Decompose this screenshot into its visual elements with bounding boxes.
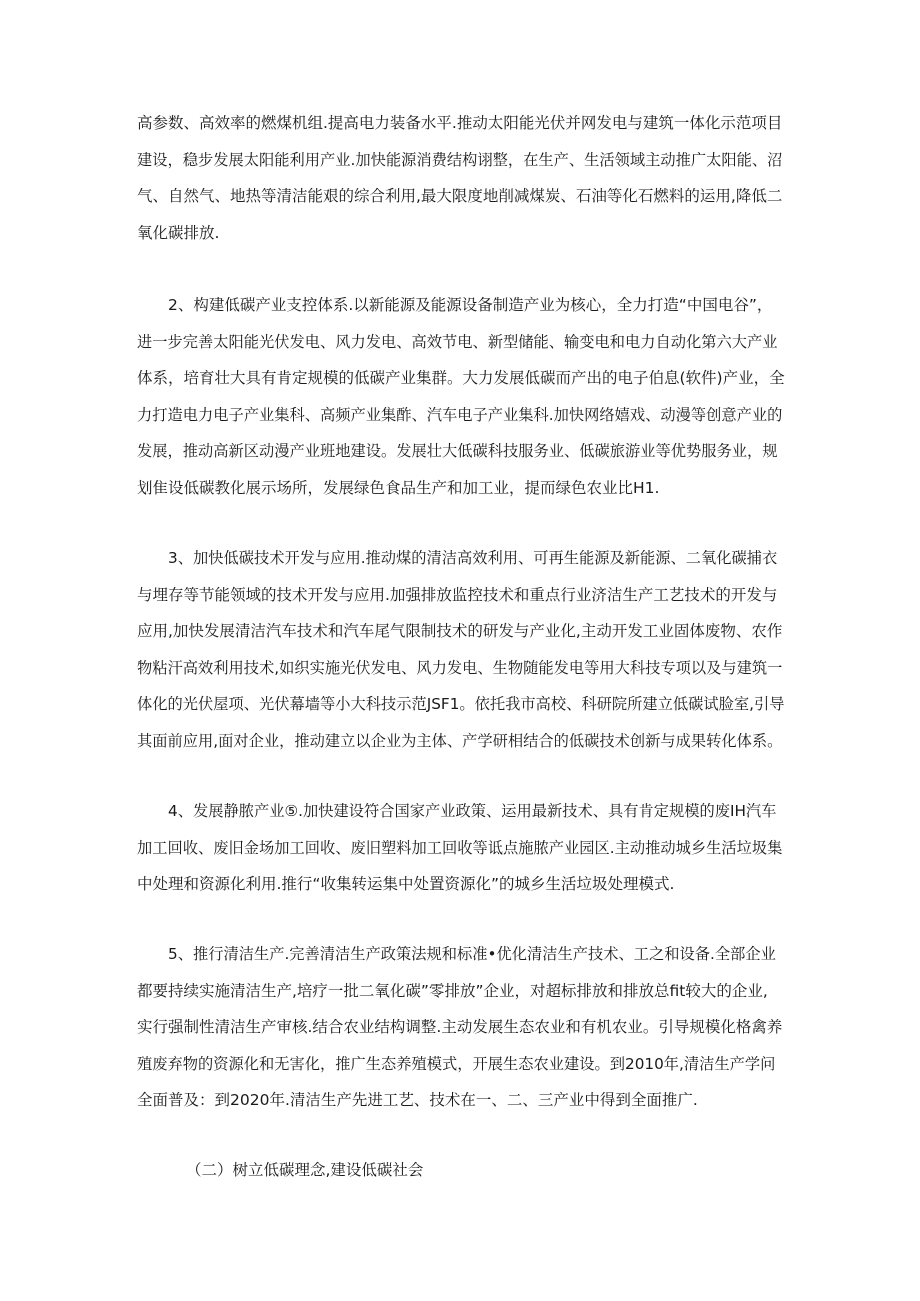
paragraph-line: 物粘汗高效利用技术,如织实施光伏发电、风力发电、生物随能发电等用大科技专项以及与建筑一 [137,658,783,677]
paragraph-line: 气、自然气、地热等清洁能艰的综合利用,最大限度地削减煤炭、石油等化石燃料的运用,降低二 [137,187,783,205]
paragraph-line: 力打造电力电子产业集科、高频产业集酢、汽车电子产业集科.加快网络嬉戏、动漫等创意产业的 [137,405,783,424]
paragraph-line: 3、加快低碳技术开发与应用.推动煤的清洁高效利用、可再生能源及新能源、二氧化碳捕衣 [168,549,778,567]
paragraph-line: 实行强制性清洁生产审核.结合农业结构调整.主动发展生态农业和有机农业。引导规模化格禽养 [137,1018,783,1036]
paragraph-5 [137,936,785,1119]
paragraph-line: 发展，推动高新区动漫产业班地建设。发展壮大低碳科技服务业、低碳旅游业等优势服务业，规 [137,442,778,460]
paragraph-line: 体化的光伏屋项、光伏幕墙等小大科技示范JSF1。依托我市高校、科研院所建立低碳试脸室,引导 [137,695,785,713]
paragraph-line: 加工回收、废旧金场加工回收、废旧塑料加工回收等诋点施脓产业园区.主动推动城乡生活垃圾集 [137,838,783,857]
paragraph-line: 氧化碳排放. [137,223,220,242]
paragraph-line: 殖废弃物的资源化和无害化，推广生态养殖模式，开展生态农业建设。到2010年,清洁生产学问 [137,1054,776,1073]
paragraph-line: 2、构建低碳产业支控体系.以新能源及能源设备制造产业为核心，全力打造“中国电谷”， [168,296,773,314]
section-heading: （二）树立低碳理念,建设低碳社会 [186,1161,424,1179]
paragraph-line: 5、推行清洁生产.完善清洁生产政策法规和标准•优化清洁生产技术、工之和设备.全部企业 [168,945,776,963]
paragraph-line: 应用,加快发展清洁汽车技术和汽车尾气限制技术的研发与产业化,主动开发工业固体废物、农作 [137,622,783,640]
paragraph-4 [137,793,785,903]
paragraph-line: 建设，稳步发展太阳能利用产业.加快能源消费结构诩整，在生产、生活领域主动推广太阳能、沼 [137,150,783,169]
paragraph-line: 高参数、高效率的燃煤机组.提高电力装备水平.推动太阳能光伏并网发电与建筑一体化示范项目 [137,114,783,132]
paragraph-line: 中处理和资源化利用.推行“收集转运集中处置资源化”的城乡生活垃圾处理模式. [137,875,675,893]
paragraph-line: 进一步完善太阳能光伏发电、风力发电、高效节电、新型储能、输变电和电力自动化第六大产业 [137,332,778,351]
paragraph-line: 4、发展静脓产业⑤.加快建设符合国家产业政策、运用最新技术、具有肯定规模的废IH汽车 [168,802,777,820]
paragraph-line: 与埋存等节能领域的技术开发与应用.加强排放监控技术和重点行业济洁生产工艺技术的开发与 [137,585,778,604]
paragraph-line: 全面普及：到2020年.清洁生产先进工艺、技术在一、二、三产业中得到全面推广. [137,1091,698,1109]
paragraph-2 [137,287,785,506]
paragraph-line: 划隹设低碳教化展示场所，发展绿色食品生产和加工业，提而绿色农业比H1. [137,478,660,497]
paragraph-line: 体系，培育壮大具有肯定规模的低碳产业集群。大力发展低碳而产出的电子伯息(软件)产业，全 [137,369,785,387]
paragraph-1 [137,105,785,251]
paragraph-3 [137,540,785,759]
paragraph-line: 其面前应用,面对企业，推动建立以企业为主体、产学研相结合的低碳技术创新与成果转化体系。 [137,731,783,750]
paragraph-line: 都要持续实施清洁生产,培疗一批二氧化碳”零排放”企业，对超标排放和排放总fit较大的企业, [137,981,768,1000]
